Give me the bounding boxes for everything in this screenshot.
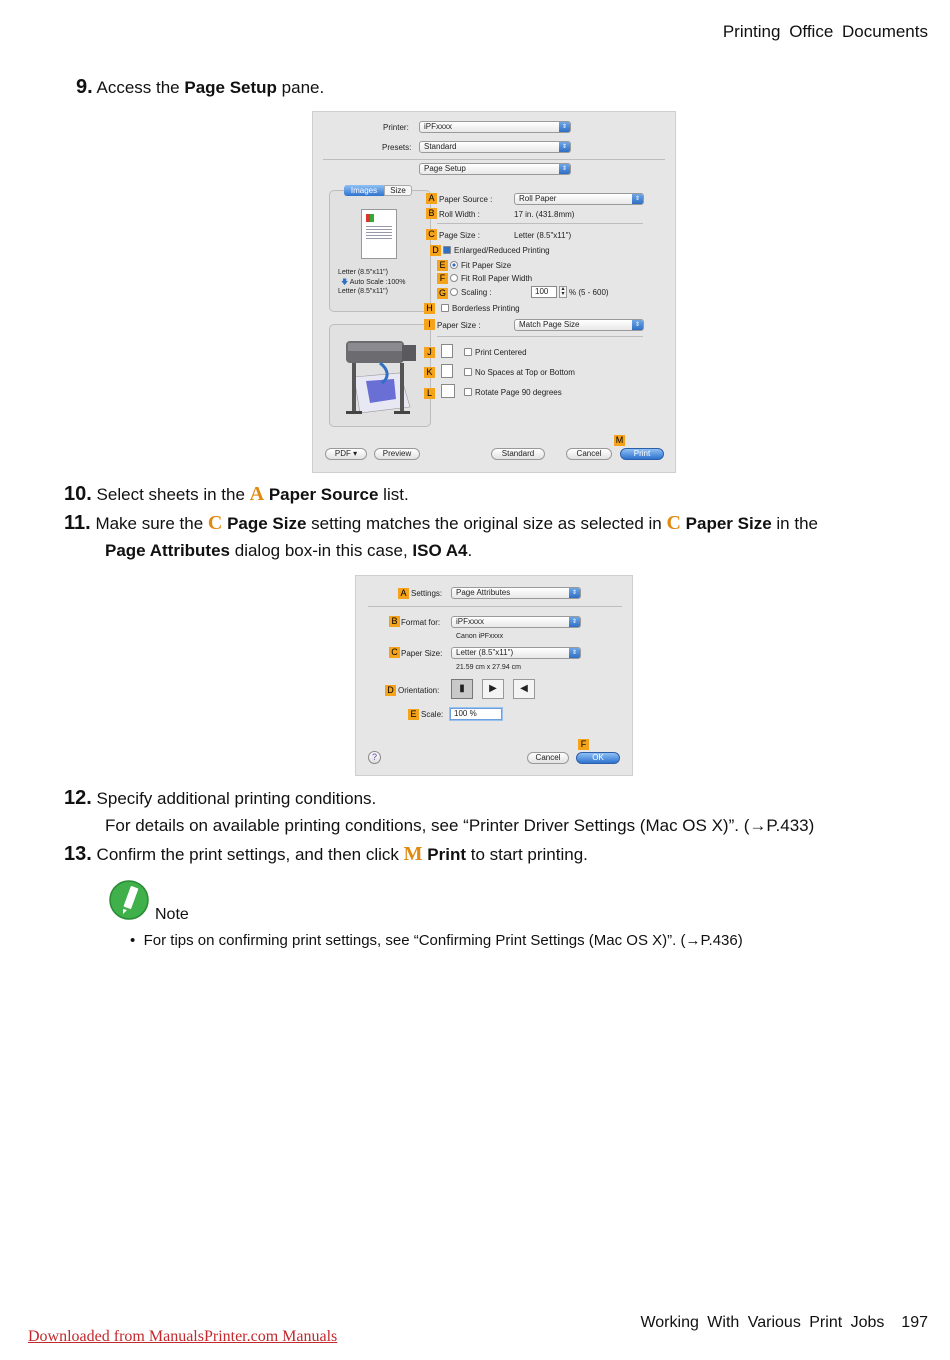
note-item: • For tips on confirming print settings, see “Confirming Print Settings (Mac OS X)”. (→P.436) — [130, 932, 743, 949]
page-header: Printing Office Documents — [722, 22, 928, 41]
page-size-value: Letter (8.5"x11") — [514, 231, 572, 240]
callout-a: A — [426, 193, 437, 204]
callout-i: I — [424, 319, 435, 330]
note-title: Note — [155, 906, 189, 923]
presets-label: Presets: — [382, 143, 412, 152]
separator — [323, 159, 665, 160]
callout-g: G — [438, 288, 446, 298]
callout-l: L — [424, 388, 435, 399]
ok-button[interactable]: OK — [576, 752, 620, 764]
callout-f: F — [437, 273, 448, 284]
enlarged-reduced-checkbox[interactable]: Enlarged/Reduced Printing — [443, 246, 550, 255]
paper-size-popup[interactable]: Letter (8.5"x11") ⇕ — [451, 647, 581, 659]
print-dialog-screenshot — [312, 111, 676, 473]
reverse-landscape-orientation-button[interactable]: ◀ — [513, 679, 535, 699]
paper-size-label: Paper Size: — [401, 649, 443, 658]
callout-k: K — [424, 367, 435, 378]
scaling-input[interactable]: 100 — [531, 286, 557, 298]
step-12: 12. Specify additional printing conditions. — [64, 787, 377, 809]
callout-c: C — [389, 647, 400, 658]
preview-scale: 🡇 Auto Scale :100% — [341, 279, 406, 286]
step-10: 10. Select sheets in the A Paper Source list. — [64, 483, 409, 505]
separator — [437, 223, 643, 224]
preview-size-1: Letter (8.5"x11") — [338, 269, 388, 276]
callout-e: E — [437, 260, 448, 271]
printer-label: Printer: — [383, 123, 409, 132]
step-number: 13. — [64, 843, 92, 865]
page-footer: Working With Various Print Jobs 197 — [640, 1314, 928, 1331]
no-spaces-checkbox[interactable]: No Spaces at Top or Bottom — [464, 368, 575, 377]
note-pencil-icon — [108, 879, 150, 921]
step-number: 11. — [64, 512, 91, 534]
scaling-range: % (5 - 600) — [569, 288, 609, 297]
callout-f: F — [578, 739, 589, 750]
roll-width-label: Roll Width : — [439, 210, 480, 219]
page-number: 197 — [901, 1314, 928, 1331]
step-number: 10. — [64, 483, 92, 505]
help-button[interactable]: ? — [368, 751, 381, 764]
settings-popup[interactable]: Page Attributes ⇕ — [451, 587, 581, 599]
borderless-checkbox[interactable]: Borderless Printing — [441, 304, 520, 313]
no-spaces-icon — [441, 364, 453, 378]
print-button[interactable]: Print — [620, 448, 664, 460]
step-11: 11. Make sure the C Page Size setting matches the original size as selected in C Paper Size in the — [64, 512, 818, 534]
rotate-icon — [441, 384, 455, 398]
rotate-checkbox[interactable]: Rotate Page 90 degrees — [464, 388, 562, 397]
callout-b: B — [426, 208, 437, 219]
paper-size-popup[interactable]: Match Page Size ⇕ — [514, 319, 644, 331]
scale-input[interactable]: 100 % — [450, 708, 502, 720]
callout-d: D — [430, 245, 441, 256]
pane-popup[interactable]: Page Setup ⇕ — [419, 163, 571, 175]
callout-j: J — [424, 347, 435, 358]
format-label: Format for: — [401, 618, 441, 627]
scale-label: Scale: — [421, 710, 444, 719]
paper-size-label: Paper Size : — [437, 321, 481, 330]
step-number: 9. — [76, 76, 93, 98]
format-sub: Canon iPFxxxx — [456, 633, 504, 640]
scaling-radio[interactable]: Scaling : — [450, 288, 492, 297]
separator — [437, 336, 643, 337]
format-popup[interactable]: iPFxxxx ⇕ — [451, 616, 581, 628]
cancel-button[interactable]: Cancel — [566, 448, 612, 460]
callout-d: D — [385, 685, 396, 696]
standard-button[interactable]: Standard — [491, 448, 545, 460]
settings-label: Settings: — [411, 589, 443, 598]
printer-illustration — [330, 325, 430, 425]
step-number: 12. — [64, 787, 92, 809]
pdf-button[interactable]: PDF ▾ — [325, 448, 367, 460]
fit-roll-width-radio[interactable]: Fit Roll Paper Width — [450, 274, 532, 283]
printer-popup[interactable]: iPFxxxx ⇕ — [419, 121, 571, 133]
callout-b: B — [389, 616, 400, 627]
preview-button[interactable]: Preview — [374, 448, 420, 460]
print-centered-checkbox[interactable]: Print Centered — [464, 348, 527, 357]
landscape-orientation-button[interactable]: ▶ — [482, 679, 504, 699]
roll-width-value: 17 in. (431.8mm) — [514, 210, 575, 219]
download-link[interactable]: Downloaded from ManualsPrinter.com Manuals — [28, 1328, 338, 1345]
orientation-label: Orientation: — [398, 686, 440, 695]
page-size-label: Page Size : — [439, 231, 480, 240]
page-attributes-dialog-screenshot — [355, 575, 633, 776]
callout-m: M — [615, 435, 624, 445]
tab-images[interactable]: Images — [344, 185, 384, 196]
scaling-stepper[interactable]: ▴ ▾ — [559, 286, 567, 298]
callout-c: C — [426, 229, 437, 240]
step-12-detail: For details on available printing conditions, see “Printer Driver Settings (Mac OS X)”. (→P.433) — [105, 816, 815, 835]
paper-source-label: Paper Source : — [439, 195, 493, 204]
paper-source-popup[interactable]: Roll Paper ⇕ — [514, 193, 644, 205]
callout-a: A — [398, 588, 409, 599]
callout-h: H — [424, 303, 435, 314]
cancel-button[interactable]: Cancel — [527, 752, 569, 764]
fit-paper-size-radio[interactable]: Fit Paper Size — [450, 261, 511, 270]
step-11-line-2: Page Attributes dialog box-in this case, ISO A4. — [105, 541, 473, 560]
print-centered-icon — [441, 344, 453, 358]
step-13: 13. Confirm the print settings, and then click M Print to start printing. — [64, 843, 588, 865]
separator — [368, 606, 622, 607]
paper-size-sub: 21.59 cm x 27.94 cm — [456, 664, 521, 671]
tab-size[interactable]: Size — [384, 185, 412, 196]
step-9: 9. Access the Page Setup pane. — [76, 76, 325, 98]
presets-popup[interactable]: Standard ⇕ — [419, 141, 571, 153]
callout-e: E — [408, 709, 419, 720]
portrait-orientation-button[interactable]: ▮ — [451, 679, 473, 699]
printer-image-group — [329, 324, 431, 427]
preview-size-2: Letter (8.5"x11") — [338, 288, 388, 295]
page-preview-thumbnail — [361, 209, 397, 259]
